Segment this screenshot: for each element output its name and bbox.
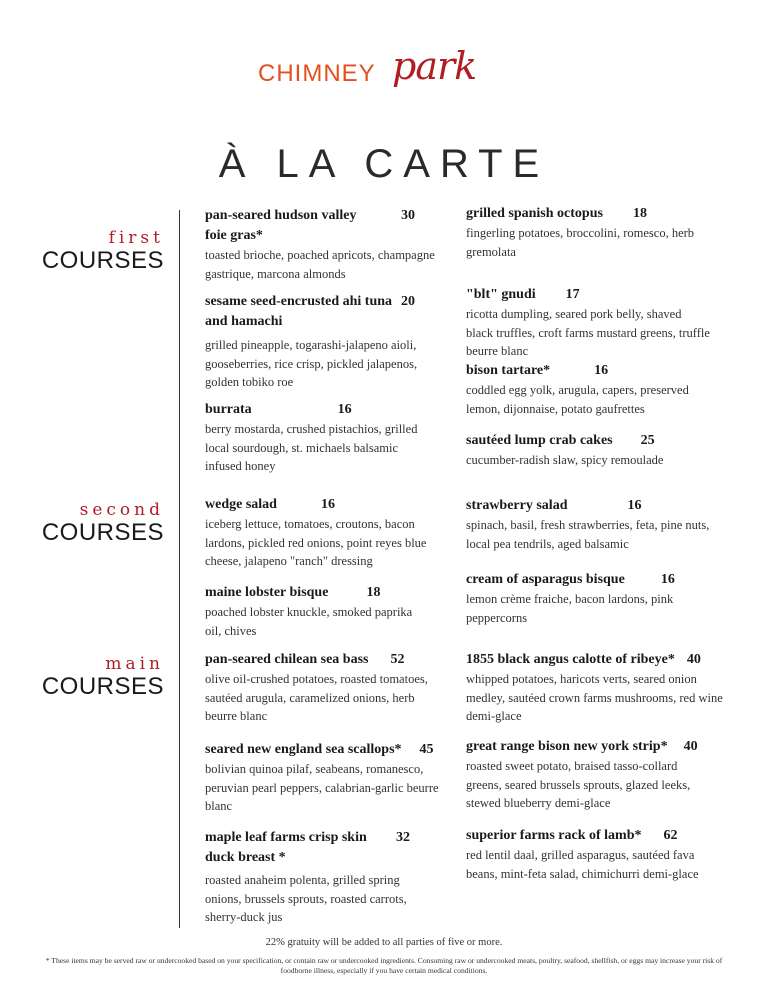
section-first [42, 228, 164, 274]
section-label-large: COURSES [41, 519, 164, 546]
menu-item-crab-cakes [466, 431, 711, 470]
menu-item-wedge-salad [205, 495, 437, 571]
item-description: lemon crème fraiche, bacon lardons, pink peppercorns [466, 592, 674, 625]
item-description: whipped potatoes, haricots verts, seared onion medley, sautéed crown farms mushrooms, red wine demi-glace [466, 672, 723, 723]
menu-item-strawberry-salad [466, 496, 711, 553]
item-name: cream of asparagus bisque [466, 572, 625, 587]
item-name: sesame seed-encrusted ahi tuna [205, 294, 393, 309]
item-name-line2: foie gras* [205, 228, 263, 243]
section-label-small: second [79, 500, 164, 520]
item-name: superior farms rack of lamb* [466, 828, 642, 843]
item-description: grilled pineapple, togarashi-jalapeno aioli, gooseberries, rice crisp, pickled jalapenos, golden tobiko roe [205, 338, 418, 389]
item-price: 25 [640, 433, 655, 448]
item-name: maine lobster bisque [205, 585, 329, 600]
item-price: 40 [683, 739, 698, 754]
item-description: ricotta dumpling, seared pork belly, shaved black truffles, croft farms mustard greens, truffle beurre blanc [466, 307, 710, 358]
item-description: coddled egg yolk, arugula, capers, preserved lemon, dijonnaise, potato gaufrettes [466, 383, 689, 416]
item-description: iceberg lettuce, tomatoes, croutons, bacon lardons, pickled red onions, point reyes blue cheese, jalapeno "ranch" dressing [205, 517, 427, 568]
item-price: 52 [390, 652, 405, 667]
item-price: 16 [660, 572, 675, 587]
menu-item-rack-of-lamb [466, 826, 726, 883]
item-description: fingerling potatoes, broccolini, romesco, herb gremolata [466, 226, 695, 259]
item-name: grilled spanish octopus [466, 206, 603, 221]
menu-item-bison-strip [466, 737, 711, 813]
menu-item-duck-breast [205, 828, 435, 927]
menu-item-octopus [466, 204, 716, 261]
item-name: bison tartare* [466, 363, 551, 378]
menu-item-bison-tartare [466, 361, 711, 418]
item-price: 45 [419, 742, 434, 757]
item-price: 16 [594, 363, 609, 378]
menu-item-ahi-tuna [205, 292, 433, 392]
item-name: pan-seared chilean sea bass [205, 652, 369, 667]
menu-item-ribeye [466, 650, 726, 726]
section-main [42, 654, 164, 700]
section-label-large: COURSES [41, 673, 164, 700]
item-name-line2: and hamachi [205, 314, 283, 329]
brand-logo [258, 42, 518, 98]
item-description: spinach, basil, fresh strawberries, feta, pine nuts, local pea tendrils, aged balsamic [466, 518, 710, 551]
menu-item-burrata [205, 400, 435, 476]
section-label-large: COURSES [41, 247, 164, 274]
item-name: 1855 black angus calotte of ribeye* [466, 652, 675, 667]
item-name-line2: duck breast * [205, 850, 286, 865]
raw-food-disclaimer: * These items may be served raw or undercooked based on your specification, or contain raw or undercooked ingredients. Consuming raw or undercooked meats, poultry, seafood, shellfish, or eggs may increase your risk of foodborne illness, especially if you have certain medical conditions. [45, 956, 723, 975]
item-name: wedge salad [205, 497, 277, 512]
item-price: 30 [401, 208, 415, 223]
menu-item-scallops [205, 740, 441, 816]
brand-wordmark: CHIMNEY [258, 60, 376, 87]
item-price: 62 [663, 828, 678, 843]
item-price: 18 [366, 585, 381, 600]
item-price: 18 [632, 206, 647, 221]
item-description: roasted anaheim polenta, grilled spring onions, brussels sprouts, roasted carrots, sherry-duck jus [205, 873, 407, 924]
item-name: maple leaf farms crisp skin [205, 830, 367, 845]
item-description: berry mostarda, crushed pistachios, grilled local sourdough, st. michaels balsamic infused honey [205, 422, 418, 473]
item-name: pan-seared hudson valley [205, 208, 357, 223]
menu-item-gnudi [466, 285, 711, 361]
item-price: 20 [401, 294, 415, 309]
item-description: cucumber-radish slaw, spicy remoulade [466, 453, 664, 467]
item-price: 17 [565, 287, 580, 302]
item-price: 16 [320, 497, 335, 512]
item-description: toasted brioche, poached apricots, champagne gastrique, marcona almonds [205, 248, 435, 281]
section-label-small: main [105, 654, 164, 674]
item-price: 32 [396, 830, 410, 845]
section-second [42, 500, 164, 546]
item-name: seared new england sea scallops* [205, 742, 402, 757]
item-description: poached lobster knuckle, smoked paprika oil, chives [205, 605, 413, 638]
page-title: À LA CARTE [218, 142, 550, 186]
gratuity-note: 22% gratuity will be added to all parties of five or more. [265, 937, 503, 948]
item-name: great range bison new york strip* [466, 739, 668, 754]
item-name: "blt" gnudi [466, 287, 536, 302]
section-label-small: first [108, 228, 164, 248]
item-name: strawberry salad [466, 498, 568, 513]
item-description: roasted sweet potato, braised tasso-collard greens, seared brussels sprouts, glazed leeks, stewed blueberry demi-glace [466, 759, 691, 810]
menu-item-lobster-bisque [205, 583, 425, 640]
menu-item-sea-bass [205, 650, 440, 726]
item-name: burrata [205, 402, 252, 417]
item-description: red lentil daal, grilled asparagus, sautéed fava beans, mint-feta salad, chimichurri demi-glace [466, 848, 699, 881]
item-description: bolivian quinoa pilaf, seabeans, romanesco, peruvian pearl peppers, calabrian-garlic beurre blanc [205, 762, 439, 813]
brand-script: park [392, 44, 477, 88]
menu-item-foie-gras [205, 206, 435, 283]
item-price: 16 [627, 498, 642, 513]
menu-item-asparagus-bisque [466, 570, 711, 627]
item-name: sautéed lump crab cakes [466, 433, 613, 448]
item-price: 16 [337, 402, 352, 417]
divider-line [179, 210, 180, 928]
item-price: 40 [686, 652, 701, 667]
item-description: olive oil-crushed potatoes, roasted tomatoes, sautéed arugula, caramelized onions, herb beurre blanc [205, 672, 428, 723]
